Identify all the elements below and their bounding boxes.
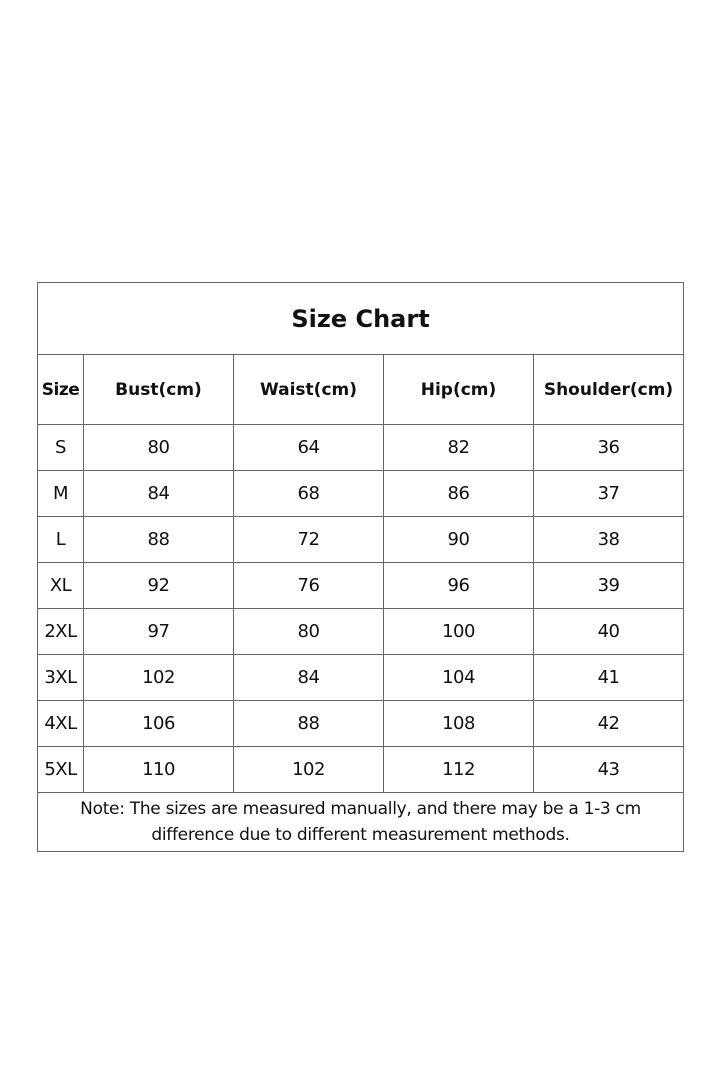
- cell-waist: 88: [234, 701, 384, 747]
- size-chart-table: [37, 282, 684, 852]
- cell-size: 4XL: [38, 701, 84, 747]
- cell-size: 5XL: [38, 747, 84, 793]
- table-title: Size Chart: [38, 283, 684, 355]
- cell-hip: 82: [384, 425, 534, 471]
- cell-size: 3XL: [38, 655, 84, 701]
- cell-size: M: [38, 471, 84, 517]
- cell-bust: 92: [84, 563, 234, 609]
- cell-hip: 104: [384, 655, 534, 701]
- cell-shoulder: 42: [534, 701, 684, 747]
- cell-waist: 64: [234, 425, 384, 471]
- cell-waist: 68: [234, 471, 384, 517]
- cell-shoulder: 43: [534, 747, 684, 793]
- table-row: [38, 425, 684, 471]
- header-bust: Bust(cm): [84, 355, 234, 425]
- cell-shoulder: 39: [534, 563, 684, 609]
- header-row: [38, 355, 684, 425]
- cell-bust: 88: [84, 517, 234, 563]
- note-text: Note: The sizes are measured manually, and there may be a 1-3 cm difference due to different measurement methods.: [38, 793, 684, 852]
- cell-hip: 112: [384, 747, 534, 793]
- header-waist: Waist(cm): [234, 355, 384, 425]
- cell-size: 2XL: [38, 609, 84, 655]
- cell-waist: 76: [234, 563, 384, 609]
- cell-shoulder: 38: [534, 517, 684, 563]
- cell-shoulder: 36: [534, 425, 684, 471]
- cell-bust: 97: [84, 609, 234, 655]
- cell-bust: 80: [84, 425, 234, 471]
- cell-waist: 84: [234, 655, 384, 701]
- table-row: [38, 517, 684, 563]
- table-row: [38, 563, 684, 609]
- table-row: [38, 701, 684, 747]
- cell-hip: 96: [384, 563, 534, 609]
- cell-bust: 102: [84, 655, 234, 701]
- table-row: [38, 747, 684, 793]
- cell-shoulder: 40: [534, 609, 684, 655]
- cell-waist: 102: [234, 747, 384, 793]
- cell-hip: 108: [384, 701, 534, 747]
- header-hip: Hip(cm): [384, 355, 534, 425]
- cell-shoulder: 41: [534, 655, 684, 701]
- header-size: Size: [38, 355, 84, 425]
- cell-hip: 86: [384, 471, 534, 517]
- cell-waist: 72: [234, 517, 384, 563]
- cell-waist: 80: [234, 609, 384, 655]
- cell-size: XL: [38, 563, 84, 609]
- table-row: [38, 471, 684, 517]
- cell-size: S: [38, 425, 84, 471]
- cell-bust: 110: [84, 747, 234, 793]
- cell-size: L: [38, 517, 84, 563]
- cell-bust: 106: [84, 701, 234, 747]
- table-row: [38, 609, 684, 655]
- cell-bust: 84: [84, 471, 234, 517]
- header-shoulder: Shoulder(cm): [534, 355, 684, 425]
- cell-hip: 100: [384, 609, 534, 655]
- cell-shoulder: 37: [534, 471, 684, 517]
- cell-hip: 90: [384, 517, 534, 563]
- table-row: [38, 655, 684, 701]
